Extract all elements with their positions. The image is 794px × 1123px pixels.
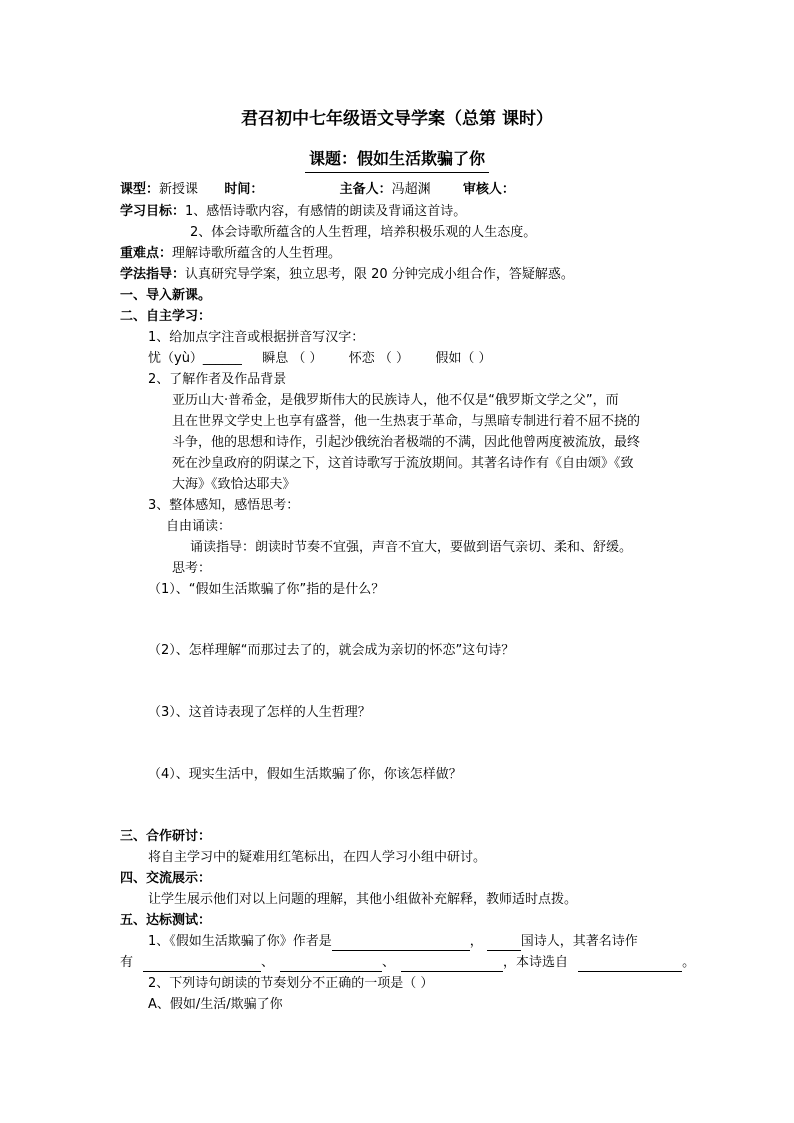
poem-blank-1[interactable] bbox=[143, 957, 261, 972]
section-1-heading: 一、导入新课。 bbox=[120, 288, 212, 303]
question-2: 2、了解作者及作品背景 bbox=[148, 372, 287, 387]
goal-1: 1、感悟诗歌内容，有感情的朗读及背诵这首诗。 bbox=[185, 204, 467, 219]
bio-line-3: 斗争，他的思想和诗作，引起沙俄统治者极端的不满，因此他曾两度被流放，最终 bbox=[172, 435, 641, 450]
question-3: 3、整体感知，感悟思考： bbox=[148, 498, 300, 513]
poem-blank-2[interactable] bbox=[280, 957, 382, 972]
key-row bbox=[120, 245, 341, 263]
pinyin-item-1: 忧（yù）______ bbox=[148, 351, 242, 366]
tq1-part-c: 国诗人，其著名诗作 bbox=[520, 934, 638, 949]
question-1: 1、给加点字注音或根据拼音写汉字： bbox=[148, 330, 365, 345]
tq1-part-a: 1、《假如生活欺骗了你》作者是 bbox=[148, 934, 332, 949]
option-a: A、假如/生活/欺骗了你 bbox=[148, 997, 283, 1012]
test-question-1-line-2 bbox=[120, 954, 695, 972]
free-reading: 自由诵读： bbox=[166, 519, 232, 534]
tq1-part-e: 、 bbox=[261, 955, 275, 970]
section-4-text: 让学生展示他们对以上问题的理解，其他小组做补充解释，教师适时点拨。 bbox=[148, 892, 578, 907]
think-question-4: （4）、现实生活中，假如生活欺骗了你，你该怎样做？ bbox=[148, 767, 462, 782]
think-label: 思考： bbox=[172, 561, 212, 576]
author-blank[interactable] bbox=[332, 936, 470, 951]
test-question-2: 2、下列诗句朗读的节奏划分不正确的一项是（ ） bbox=[148, 976, 434, 991]
source-blank[interactable] bbox=[578, 957, 682, 972]
bio-line-2: 且在世界文学史上也享有盛誉，他一生热衷于革命，与黑暗专制进行着不屈不挠的 bbox=[172, 414, 641, 429]
think-question-3: （3）、这首诗表现了怎样的人生哲理？ bbox=[148, 705, 371, 720]
tq1-part-f: 、 bbox=[382, 955, 396, 970]
goals-label: 学习目标： bbox=[120, 204, 186, 219]
type-value: 新授课 bbox=[159, 182, 199, 197]
author-value: 冯超渊 bbox=[391, 182, 431, 197]
pinyin-row bbox=[148, 350, 491, 368]
key-text: 理解诗歌所蕴含的人生哲理。 bbox=[172, 246, 342, 261]
meta-row bbox=[120, 181, 515, 199]
bio-line-4: 死在沙皇政府的阴谋之下，这首诗歌写于流放期间。其著名诗作有《自由颂》《致 bbox=[172, 456, 634, 471]
poem-blank-3[interactable] bbox=[401, 957, 503, 972]
section-3-text: 将自主学习中的疑难用红笔标出，在四人学习小组中研讨。 bbox=[148, 850, 487, 865]
method-text: 认真研究导学案，独立思考，限 20 分钟完成小组合作，答疑解惑。 bbox=[185, 267, 574, 282]
tq1-part-g: ，本诗选自 bbox=[503, 955, 569, 970]
method-label: 学法指导： bbox=[120, 267, 186, 282]
tq1-part-b: ， bbox=[469, 934, 483, 949]
section-5-heading: 五、达标测试： bbox=[120, 913, 212, 928]
goal-2: 2、体会诗歌所蕴含的人生哲理，培养积极乐观的人生态度。 bbox=[190, 225, 537, 240]
method-row bbox=[120, 266, 574, 284]
goals-row bbox=[120, 203, 466, 221]
section-4-heading: 四、交流展示： bbox=[120, 871, 212, 886]
tq1-part-h: 。 bbox=[682, 955, 696, 970]
pinyin-item-2: 瞬息 （ ） bbox=[262, 351, 323, 366]
time-label: 时间： bbox=[224, 182, 264, 197]
reviewer-label: 审核人： bbox=[462, 182, 515, 197]
test-question-1-line-1 bbox=[148, 933, 638, 951]
section-2-heading: 二、自主学习： bbox=[120, 309, 212, 324]
author-label: 主备人： bbox=[339, 182, 392, 197]
tq1-part-d: 有 bbox=[120, 955, 134, 970]
page-title: 君召初中七年级语文导学案（总第 课时） bbox=[241, 109, 553, 129]
type-label: 课型： bbox=[120, 182, 160, 197]
lesson-subject-text: 课题：假如生活欺骗了你 bbox=[305, 149, 489, 173]
pinyin-item-4: 假如（ ） bbox=[435, 351, 492, 366]
think-question-1: （1）、“假如生活欺骗了你”指的是什么？ bbox=[148, 582, 385, 597]
lesson-subject bbox=[0, 146, 794, 169]
reading-guide: 诵读指导：朗读时节奏不宜强，声音不宜大，要做到语气亲切、柔和、舒缓。 bbox=[190, 540, 633, 555]
bio-line-1: 亚历山大·普希金，是俄罗斯伟大的民族诗人，他不仅是“俄罗斯文学之父”，而 bbox=[172, 393, 619, 408]
think-question-2: （2）、怎样理解“而那过去了的，就会成为亲切的怀恋”这句诗？ bbox=[148, 643, 515, 658]
bio-line-5: 大海》《致恰达耶夫》 bbox=[172, 477, 296, 492]
key-label: 重难点： bbox=[120, 246, 173, 261]
pinyin-item-3: 怀恋 （ ） bbox=[348, 351, 410, 366]
section-3-heading: 三、合作研讨： bbox=[120, 829, 212, 844]
country-blank[interactable] bbox=[487, 936, 521, 951]
